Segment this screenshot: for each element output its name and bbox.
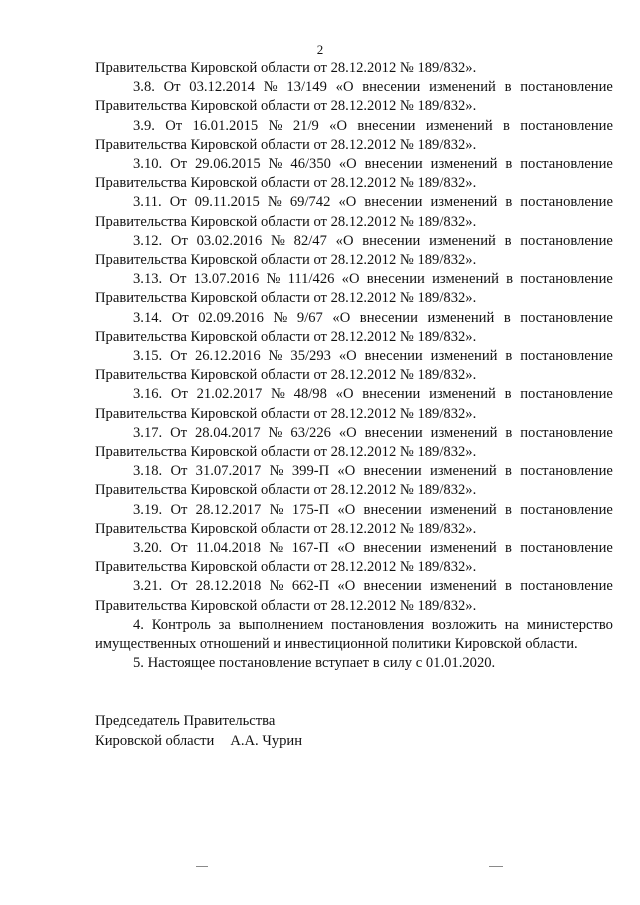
amendment-item-continuation: Правительства Кировской области от 28.12.2012 № 189/832». [95,328,477,345]
word: 03.12.2014 [189,79,255,96]
word: изменений [430,194,498,211]
amendment-item [95,232,613,270]
amendment-item [95,385,613,423]
word: 3.20. [133,540,163,557]
word: От [170,156,188,173]
word: внесении [363,501,422,518]
signatory-name: А.А. Чурин [230,733,303,749]
word: № [269,501,284,518]
word: 3.8. [133,79,155,96]
word: изменений [432,271,499,288]
amendment-item-continuation: Правительства Кировской области от 28.12.2012 № 189/832». [95,444,477,461]
word: постановление [520,540,613,557]
amendment-item-line [95,347,613,366]
word: в [504,232,512,249]
word: изменений [427,309,495,326]
word: внесении [362,232,421,249]
word: внесении [364,348,423,365]
word: «О [337,540,356,557]
amendment-item-continuation: Правительства Кировской области от 28.12.2012 № 189/832». [95,136,477,153]
word: От [171,309,189,326]
word: «О [341,271,360,288]
word: 69/742 [289,194,331,211]
word: 13/149 [286,79,327,96]
word: внесении [363,540,422,557]
amendment-item [95,78,613,116]
amendment-item [95,424,613,462]
word: внесении [364,156,423,173]
word: 48/98 [293,386,327,403]
paragraph-5: 5. Настоящее постановление вступает в силу с 01.01.2020. [133,655,496,672]
word: постановления [331,616,424,633]
amendment-item [95,270,613,308]
word: в [503,309,511,326]
word: № [269,578,284,595]
word: изменений [429,540,497,557]
amendment-item [95,193,613,231]
amendment-item-line [95,424,613,443]
amendment-item-continuation: Правительства Кировской области от 28.12.2012 № 189/832». [95,252,477,269]
amendment-item [95,117,613,155]
word: постановление [520,79,613,96]
word: 11.04.2018 [195,540,261,557]
word: 3.13. [133,271,163,288]
word: От [170,348,188,365]
word: № [268,156,283,173]
amendment-item [95,155,613,193]
amendment-item [95,501,613,539]
word: 21.02.2017 [196,386,263,403]
word: От [170,386,188,403]
word: От [170,232,188,249]
word: постановление [520,194,613,211]
amendment-item-continuation: Правительства Кировской области от 28.12.2012 № 189/832». [95,213,477,230]
word: изменений [429,501,497,518]
word: № [270,232,285,249]
word: внесении [362,386,421,403]
word: 28.12.2017 [195,501,262,518]
amendment-item [95,539,613,577]
word: в [505,463,512,480]
word: От [165,117,183,134]
word: 3.15. [133,348,163,365]
word: № [268,424,283,441]
word: От [170,540,188,557]
word: № [273,309,288,326]
word: изменений [430,348,498,365]
signature-block [95,711,302,751]
word: изменений [429,79,496,96]
word: в [505,540,512,557]
document-body [95,59,613,674]
word: От [170,424,188,441]
word: изменений [429,232,496,249]
word: на [504,616,519,633]
amendment-item-line [95,232,613,251]
amendment-item-line [95,501,613,520]
amendment-item-line [95,385,613,404]
word: 16.01.2015 [192,117,259,134]
word: 399-П [291,463,330,480]
word: 167-П [291,540,329,557]
word: Контроль [151,616,211,633]
word: 28.04.2017 [194,424,261,441]
word: постановление [520,232,613,249]
word: внесении [359,309,418,326]
word: № [267,194,282,211]
word: 46/350 [290,156,331,173]
word: постановление [520,117,613,134]
amendment-item-line [95,117,613,136]
word: в [503,117,510,134]
word: 35/293 [290,348,331,365]
word: От [169,271,187,288]
amendment-item [95,347,613,385]
amendment-item-continuation: Правительства Кировской области от 28.12.2012 № 189/832». [95,175,477,192]
amendment-item-continuation: Правительства Кировской области от 28.12.2012 № 189/832». [95,405,477,422]
word: 3.21. [133,578,163,595]
word: 3.14. [133,309,163,326]
word: «О [335,79,354,96]
word: министерство [526,616,613,633]
word: 3.9. [133,117,155,134]
amendment-item-continuation: Правительства Кировской области от 28.12.2012 № 189/832». [95,98,477,115]
word: постановление [520,348,613,365]
amendment-item-continuation: Правительства Кировской области от 28.12.2012 № 189/832». [95,520,477,537]
word: № [269,540,284,557]
word: постановление [520,271,613,288]
word: постановление [520,156,613,173]
word: 29.06.2015 [194,156,261,173]
word: в [505,156,513,173]
word: за [218,616,231,633]
word: № [263,79,278,96]
word: 28.12.2018 [195,578,262,595]
word: № [268,117,283,134]
word: в [504,79,512,96]
word: «О [335,386,354,403]
word: 63/226 [290,424,331,441]
word: № [269,463,284,480]
word: 3.16. [133,386,163,403]
word: изменений [429,463,497,480]
word: От [169,194,187,211]
word: 82/47 [293,232,327,249]
signatory-title: Председатель Правительства [95,713,276,729]
word: внесении [363,578,422,595]
word: внесении [364,194,423,211]
word: выполнением [238,616,324,633]
page-number: 2 [316,42,324,57]
word: постановление [520,424,613,441]
word: постановление [520,463,613,480]
word: «О [337,463,356,480]
word: в [505,578,512,595]
word: «О [337,578,356,595]
amendment-item-line [95,539,613,558]
word: изменений [430,156,498,173]
paragraph-4-continuation: имущественных отношений и инвестиционной политики Кировской области. [95,636,578,653]
word: изменений [425,117,493,134]
scan-mark [196,866,208,867]
word: 02.09.2016 [198,309,264,326]
word: постановление [520,578,613,595]
amendments-list [95,78,613,616]
amendment-item-continuation: Правительства Кировской области от 28.12.2012 № 189/832». [95,290,477,307]
paragraph-4 [95,616,613,654]
word: 3.10. [133,156,163,173]
word: 662-П [291,578,330,595]
word: постановление [520,501,613,518]
word: 3.12. [133,232,163,249]
amendment-item [95,309,613,347]
word: 4. [133,616,144,633]
word: 13.07.2016 [193,271,260,288]
word: внесении [357,117,416,134]
amendment-item [95,462,613,500]
word: От [170,578,188,595]
word: изменений [430,424,498,441]
word: возложить [431,616,497,633]
word: 26.12.2016 [194,348,261,365]
word: внесении [362,79,421,96]
word: 3.11. [133,194,162,211]
word: 31.07.2017 [195,463,262,480]
word: в [505,194,513,211]
word: в [505,348,513,365]
amendment-item-line [95,78,613,97]
word: 3.18. [133,463,163,480]
word: «О [338,194,357,211]
amendment-item-line [95,462,613,481]
word: От [163,79,181,96]
word: № [268,348,283,365]
amendment-item-line [95,155,613,174]
word: в [505,424,513,441]
amendment-item-line [95,577,613,596]
word: От [170,463,188,480]
amendment-item-line [95,193,613,212]
word: «О [329,117,348,134]
word: внесении [363,463,422,480]
word: «О [335,232,354,249]
continuation-line: Правительства Кировской области от 28.12.2012 № 189/832». [95,60,477,76]
amendment-item-line [95,270,613,289]
word: «О [332,309,351,326]
word: 111/426 [287,271,335,288]
amendment-item-continuation: Правительства Кировской области от 28.12.2012 № 189/832». [95,482,477,499]
word: «О [338,424,357,441]
word: изменений [429,386,496,403]
word: внесении [364,424,423,441]
amendment-item-continuation: Правительства Кировской области от 28.12.2012 № 189/832». [95,367,477,384]
word: 3.19. [133,501,163,518]
word: постановление [520,386,613,403]
word: От [170,501,188,518]
word: «О [337,501,356,518]
word: внесении [366,271,425,288]
word: «О [338,156,357,173]
word: № [270,386,285,403]
signatory-title-line2: Кировской области А.А. Чурин [95,733,303,749]
word: в [504,386,512,403]
scan-mark [489,866,503,867]
word: 09.11.2015 [194,194,260,211]
word: № [266,271,281,288]
word: 03.02.2016 [196,232,263,249]
amendment-item-line [95,309,613,328]
amendment-item-continuation: Правительства Кировской области от 28.12.2012 № 189/832». [95,559,477,576]
paragraph-4-line [95,616,613,635]
word: постановление [520,309,613,326]
word: изменений [429,578,497,595]
amendment-item-continuation: Правительства Кировской области от 28.12.2012 № 189/832». [95,597,477,614]
word: «О [338,348,357,365]
word: 21/9 [292,117,319,134]
word: 3.17. [133,424,163,441]
word: 175-П [291,501,330,518]
word: в [505,501,512,518]
amendment-item [95,577,613,615]
word: в [506,271,514,288]
word: 9/67 [296,309,323,326]
